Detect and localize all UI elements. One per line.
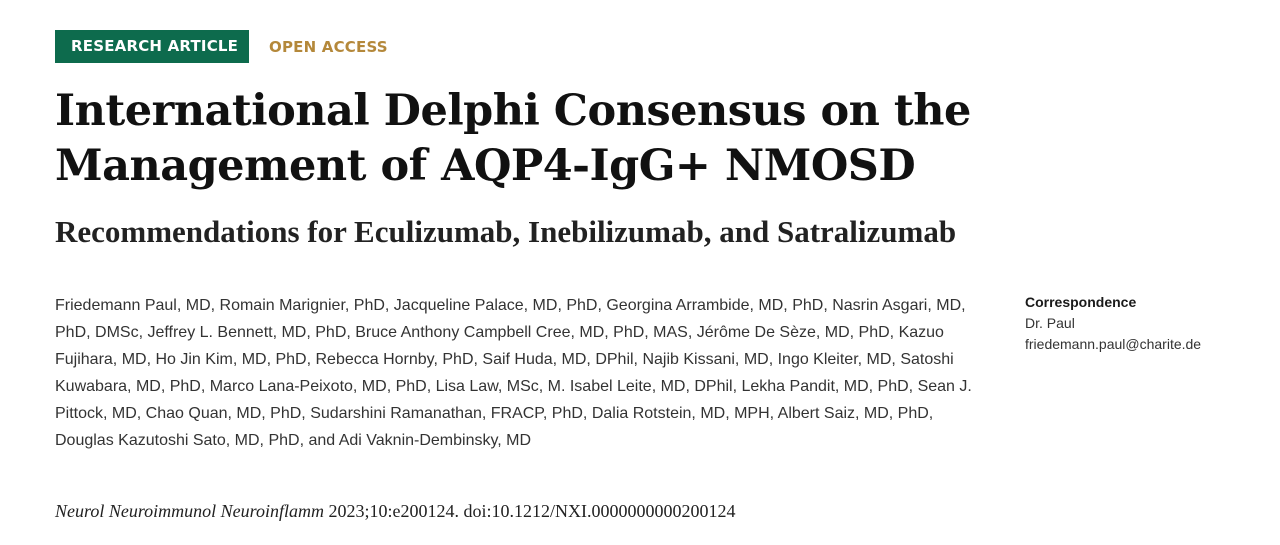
correspondence-email[interactable]: friedemann.paul@charite.de	[1025, 336, 1202, 352]
correspondence-heading: Correspondence	[1025, 294, 1137, 310]
article-subtitle: Recommendations for Eculizumab, Inebilizumab, and Satralizumab	[55, 214, 957, 249]
article-title: International Delphi Consensus on the Management of AQP4-IgG+ NMOSD	[55, 86, 971, 191]
article-type-badge: RESEARCH ARTICLE	[55, 30, 249, 63]
journal-name: Neurol Neuroimmunol Neuroinflamm	[55, 501, 324, 521]
correspondence-name: Dr. Paul	[1025, 315, 1075, 331]
citation-line	[55, 498, 1235, 524]
correspondence-block	[1025, 292, 1265, 355]
article-badges	[55, 30, 388, 63]
author-list: Friedemann Paul, MD, Romain Marignier, PhD, Jacqueline Palace, MD, PhD, Georgina Arrambide, MD, PhD, Nasrin Asgari, MD, PhD, DMSc, Jeffrey L. Bennett, MD, PhD, Bruce Anthony Campbell Cree, MD, PhD, MAS, Jérôme De Sèze, MD, PhD, Kazuo Fujihara, MD, Ho Jin Kim, MD, PhD, Rebecca Hornby, PhD, Saif Huda, MD, DPhil, Najib Kissani, MD, Ingo Kleiter, MD, Satoshi Kuwabara, MD, PhD, Marco Lana-Peixoto, MD, PhD, Lisa Law, MSc, M. Isabel Leite, MD, DPhil, Lekha Pandit, MD, PhD, Sean J. Pittock, MD, Chao Quan, MD, PhD, Sudarshini Ramanathan, FRACP, PhD, Dalia Rotstein, MD, MPH, Albert Saiz, MD, PhD, Douglas Kazutoshi Sato, MD, PhD, and Adi Vaknin-Dembinsky, MD	[55, 297, 972, 449]
citation-details: 2023;10:e200124. doi:10.1212/NXI.0000000000200124	[324, 501, 736, 521]
open-access-label: OPEN ACCESS	[269, 37, 388, 56]
